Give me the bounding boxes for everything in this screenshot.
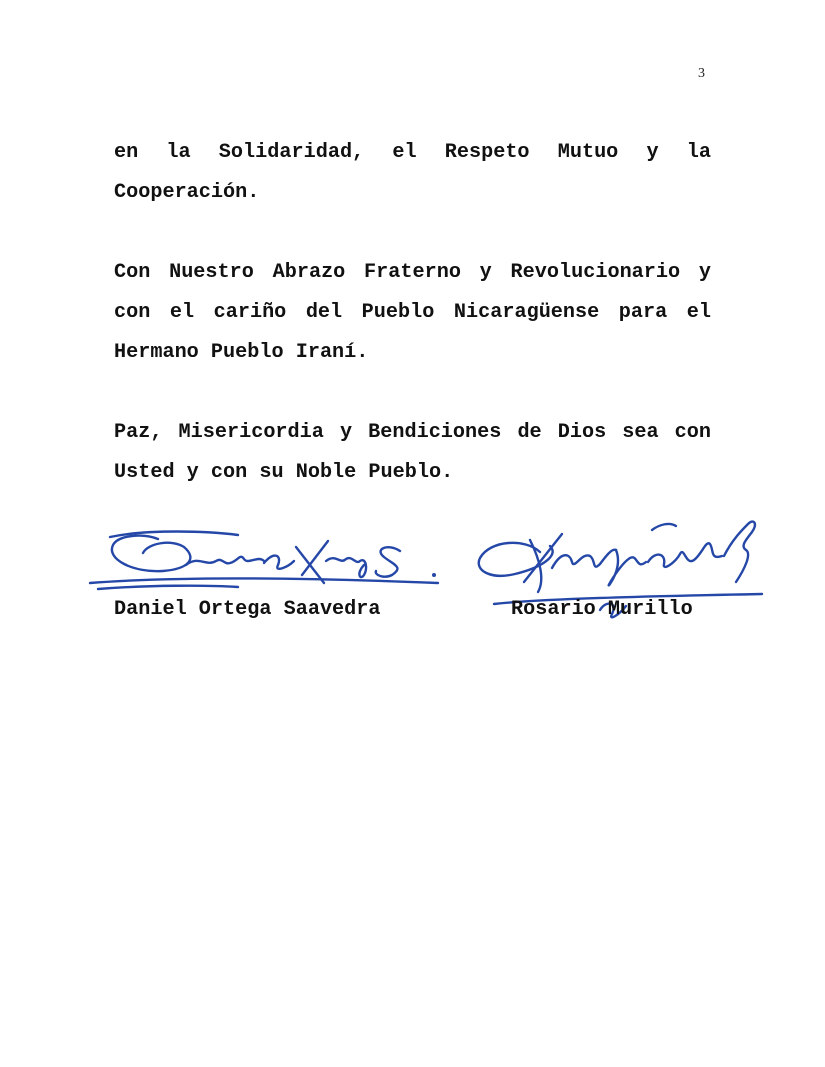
paragraph-blessings: Paz, Misericordia y Bendiciones de Dios sea con Usted y con su Noble Pueblo. [114, 421, 711, 484]
paragraph-solidarity: en la Solidaridad, el Respeto Mutuo y la Cooperación. [114, 141, 711, 204]
signatory-name-rosario-murillo: Rosario Murillo [511, 598, 693, 621]
page-number: 3 [698, 66, 705, 81]
signatory-name-daniel-ortega: Daniel Ortega Saavedra [114, 598, 381, 621]
signature-daniel-ortega [88, 525, 448, 600]
paragraph-embrace: Con Nuestro Abrazo Fraterno y Revolucionario y con el cariño del Pueblo Nicaragüense para el Hermano Pueblo Iraní. [114, 261, 711, 364]
